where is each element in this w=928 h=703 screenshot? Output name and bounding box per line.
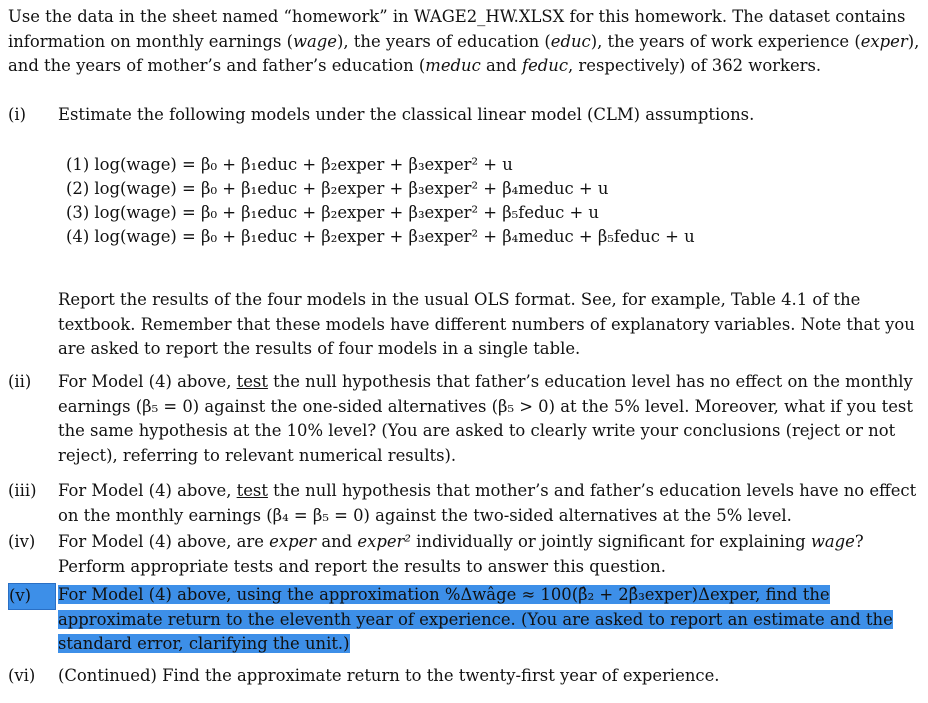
equation-4: (4) log(wage) = β₀ + β₁educ + β₂exper + β₃exper² + β₄meduc + β₅feduc + u (66, 227, 695, 246)
item-iii (8, 479, 920, 528)
equation-2: (2) log(wage) = β₀ + β₁educ + β₂exper + β₃exper² + β₄meduc + u (66, 179, 609, 198)
item-text: For Model (4) above, are exper and exper² individually or jointly significant for explaining wage? Perform appropriate tests and report the results to answer this question. (58, 532, 864, 576)
intro-text: Use the data in the sheet named “homework” in WAGE2_HW.XLSX for this homework. The dataset contains information on monthly earnings ( (8, 7, 906, 51)
selected-text: For Model (4) above, using the approximation %Δwâge ≈ 100(β̂₂ + 2β̂₃exper)Δexper, find the approximate return to the eleventh year of experience. (You are asked to report an estimate and the standard error, clarifying the unit.) (58, 585, 893, 653)
equation-1: (1) log(wage) = β₀ + β₁educ + β₂exper + β₃exper² + u (66, 155, 513, 174)
var-exper: exper (860, 31, 908, 51)
item-number: (ii) (8, 372, 32, 391)
item-text: For Model (4) above, test the null hypothesis that father’s education level has no effect on the monthly earnings (β₅ = 0) against the one-sided alternatives (β₅ > 0) at the 5% level. Moreover, what if you test the same hypothesis at the 10% level? (You are asked to clearly write your conclusions (reject or not reject), referring to relevant numerical results). (58, 372, 913, 465)
item-i (8, 103, 920, 128)
item-number: (iii) (8, 481, 37, 500)
item-iv (8, 530, 920, 579)
item-number: (v) (8, 583, 56, 610)
item-ii (8, 370, 920, 468)
equation-3: (3) log(wage) = β₀ + β₁educ + β₂exper + β₃exper² + β₅feduc + u (66, 203, 599, 222)
report-text: Report the results of the four models in the usual OLS format. See, for example, Table 4.1 of the textbook. Remember that these models have different numbers of explanatory variables. Note that you are asked to report the results of four models in a single table. (58, 290, 915, 358)
item-vi (8, 664, 920, 689)
underlined-test: test (236, 372, 268, 391)
equation-list (66, 153, 906, 249)
item-text: For Model (4) above, test the null hypothesis that mother’s and father’s education levels have no effect on the monthly earnings (β₄ = β₅ = 0) against the two-sided alternatives at the 5% level. (58, 481, 917, 525)
item-text: (Continued) Find the approximate return to the twenty-first year of experience. (58, 666, 720, 685)
underlined-test: test (236, 481, 268, 500)
var-wage: wage (292, 31, 337, 51)
item-v[interactable] (8, 583, 920, 657)
item-number: (iv) (8, 532, 36, 551)
item-text: Estimate the following models under the classical linear model (CLM) assumptions. (58, 105, 755, 124)
var-meduc: meduc (425, 56, 481, 75)
item-number: (i) (8, 105, 27, 124)
item-number: (vi) (8, 666, 36, 685)
var-educ: educ (550, 31, 591, 51)
var-feduc: feduc (522, 56, 569, 75)
item-text-highlighted[interactable] (58, 583, 920, 657)
intro-paragraph: Use the data in the sheet named “homework” in WAGE2_HW.XLSX for this homework. The dataset contains information on monthly earnings (wage), the years of education (educ), the years of work experience (exper), and the years of mother’s and father’s education (meduc and feduc, respectively) of 362 workers. (8, 7, 920, 75)
report-paragraph (8, 288, 920, 362)
